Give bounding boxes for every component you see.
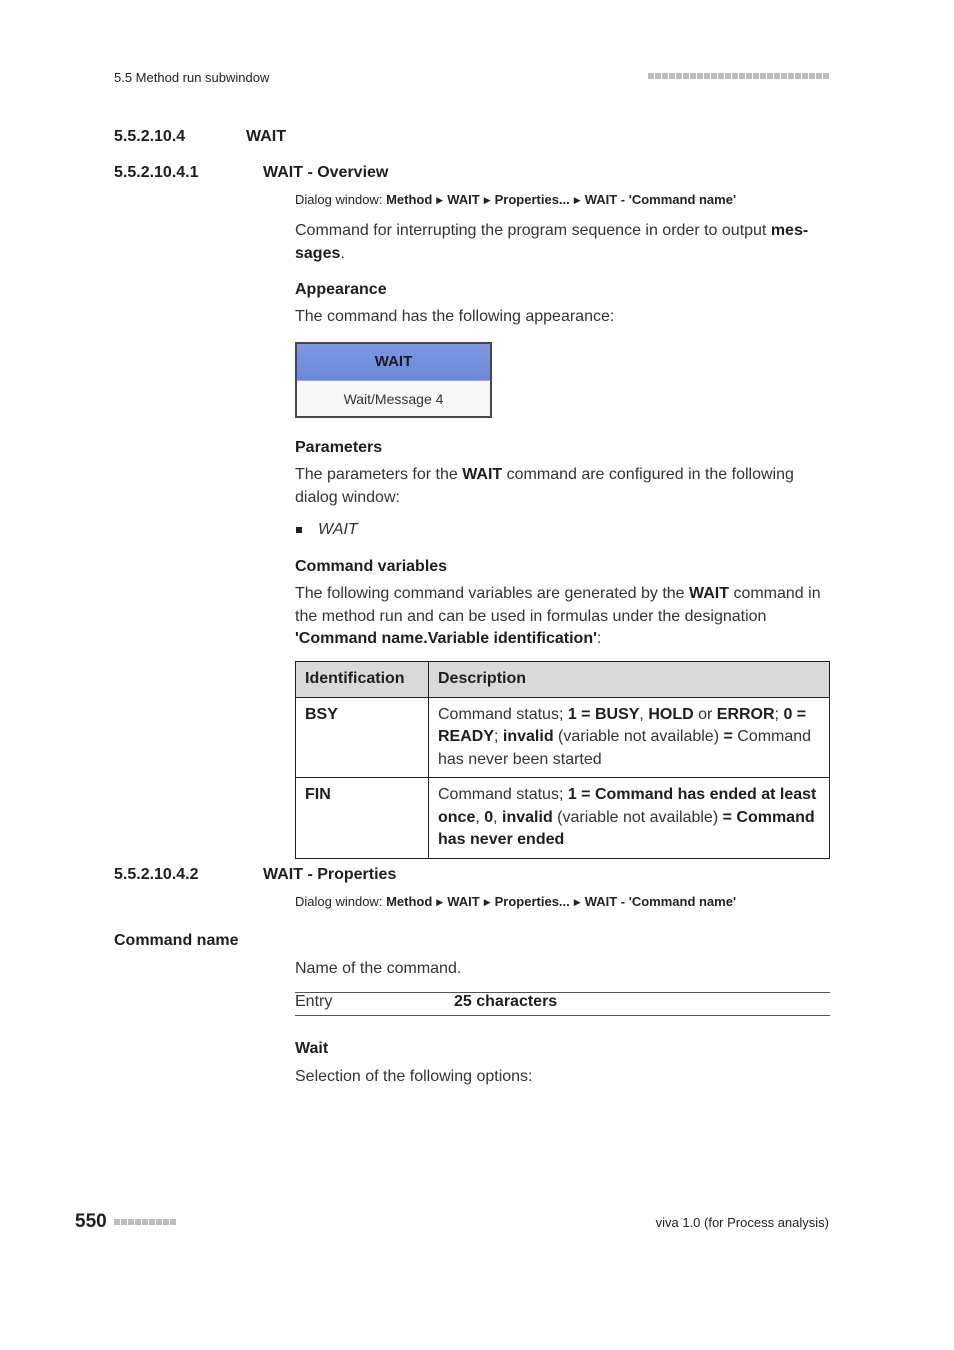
section-title-properties: WAIT - Properties — [263, 866, 397, 883]
page-number: 550 — [75, 1211, 107, 1232]
command-name-text: Name of the command. — [295, 960, 462, 977]
description-fragment: HOLD — [648, 705, 694, 723]
appearance-text: The command has the following appearance: — [295, 308, 615, 325]
description-fragment: 0 — [484, 808, 494, 826]
arrow-right-icon: ▶ — [573, 897, 581, 907]
dialog-path-step: Method — [386, 192, 433, 207]
wait-heading: Wait — [295, 1040, 329, 1057]
description-fragment: = — [723, 728, 733, 745]
dialog-path — [295, 192, 736, 207]
description-fragment: (variable not available) — [553, 728, 724, 745]
dialog-path-prefix: Dialog window: — [295, 894, 383, 909]
running-header-section: 5.5 Method run subwindow — [114, 70, 270, 85]
footer-decoration-dots — [114, 1219, 177, 1225]
description-fragment: 0 = READY — [438, 705, 807, 745]
description-fragment: , — [475, 808, 485, 826]
table-header-cell: Identification — [296, 662, 429, 698]
command-name-heading: Command name — [114, 932, 239, 949]
section-title-main: WAIT — [246, 128, 286, 145]
parameters-dialog-link[interactable]: WAIT — [318, 521, 358, 538]
variable-id-cell: FIN — [296, 778, 429, 859]
arrow-right-icon: ▶ — [483, 195, 491, 205]
wait-command-label: Wait/Message 4 — [297, 381, 490, 416]
command-variables-heading: Command variables — [295, 558, 448, 575]
dialog-path — [295, 894, 736, 909]
variable-id-cell: BSY — [296, 697, 429, 778]
wait-text: Selection of the following options: — [295, 1068, 533, 1085]
table-row — [296, 697, 830, 778]
header-decoration-dots — [648, 73, 830, 79]
arrow-right-icon: ▶ — [573, 195, 581, 205]
wait-command-block — [295, 342, 492, 418]
entry-label: Entry — [295, 993, 333, 1010]
description-fragment: 1 = Command has ended at least once — [438, 786, 817, 826]
description-fragment: invalid — [502, 808, 553, 826]
description-fragment: 1 = BUSY — [567, 705, 640, 723]
parameters-heading: Parameters — [295, 439, 383, 456]
description-fragment: , — [639, 705, 649, 723]
table-body — [296, 697, 830, 858]
dialog-path-step: WAIT — [447, 894, 480, 909]
description-fragment: Command status; — [438, 705, 568, 723]
arrow-right-icon: ▶ — [436, 897, 444, 907]
variable-description-cell — [429, 697, 830, 778]
command-variables-paragraph: The following command variables are generated by the WAIT command in the method run and can be used in formulas under the designation 'Command name.Variable identification': — [295, 585, 821, 647]
section-number-main: 5.5.2.10.4 — [114, 128, 186, 145]
description-fragment: invalid — [502, 728, 554, 745]
entry-value: 25 characters — [454, 993, 558, 1010]
description-fragment: ERROR — [716, 705, 775, 723]
variable-description-cell — [429, 778, 830, 859]
dialog-path-step: Properties... — [494, 192, 570, 207]
arrow-right-icon: ▶ — [483, 897, 491, 907]
dialog-path-step: Method — [386, 894, 433, 909]
description-fragment: , — [493, 808, 503, 826]
entry-rule-top — [295, 992, 830, 993]
description-fragment: or — [693, 705, 717, 723]
appearance-heading: Appearance — [295, 281, 387, 298]
bullet-icon — [296, 527, 302, 533]
section-title-overview: WAIT - Overview — [263, 164, 389, 181]
overview-paragraph: Command for interrupting the program sequence in order to output mes- sages. — [295, 222, 809, 262]
description-fragment: Command status; — [438, 786, 568, 803]
description-fragment: Command has never been started — [438, 728, 812, 768]
section-number-overview: 5.5.2.10.4.1 — [114, 164, 199, 181]
table-header-cell: Description — [429, 662, 830, 698]
table-row — [296, 778, 830, 859]
dialog-path-step: Properties... — [494, 894, 570, 909]
command-variables-table — [295, 661, 830, 859]
dialog-path-step: WAIT — [447, 192, 480, 207]
parameters-paragraph: The parameters for the WAIT command are configured in the following dialog window: — [295, 466, 794, 506]
footer-product: viva 1.0 (for Process analysis) — [655, 1215, 829, 1230]
description-fragment: ; — [774, 705, 784, 723]
description-fragment: ; — [494, 728, 503, 745]
wait-command-title: WAIT — [297, 344, 490, 381]
description-fragment: = Command has never ended — [438, 808, 815, 848]
arrow-right-icon: ▶ — [436, 195, 444, 205]
section-number-properties: 5.5.2.10.4.2 — [114, 866, 199, 883]
dialog-path-step: WAIT - 'Command name' — [584, 192, 737, 207]
table-header-row — [296, 662, 830, 698]
dialog-path-prefix: Dialog window: — [295, 192, 383, 207]
entry-rule-bottom — [295, 1015, 830, 1016]
dialog-path-step: WAIT - 'Command name' — [584, 894, 737, 909]
description-fragment: (variable not available) — [552, 808, 723, 826]
